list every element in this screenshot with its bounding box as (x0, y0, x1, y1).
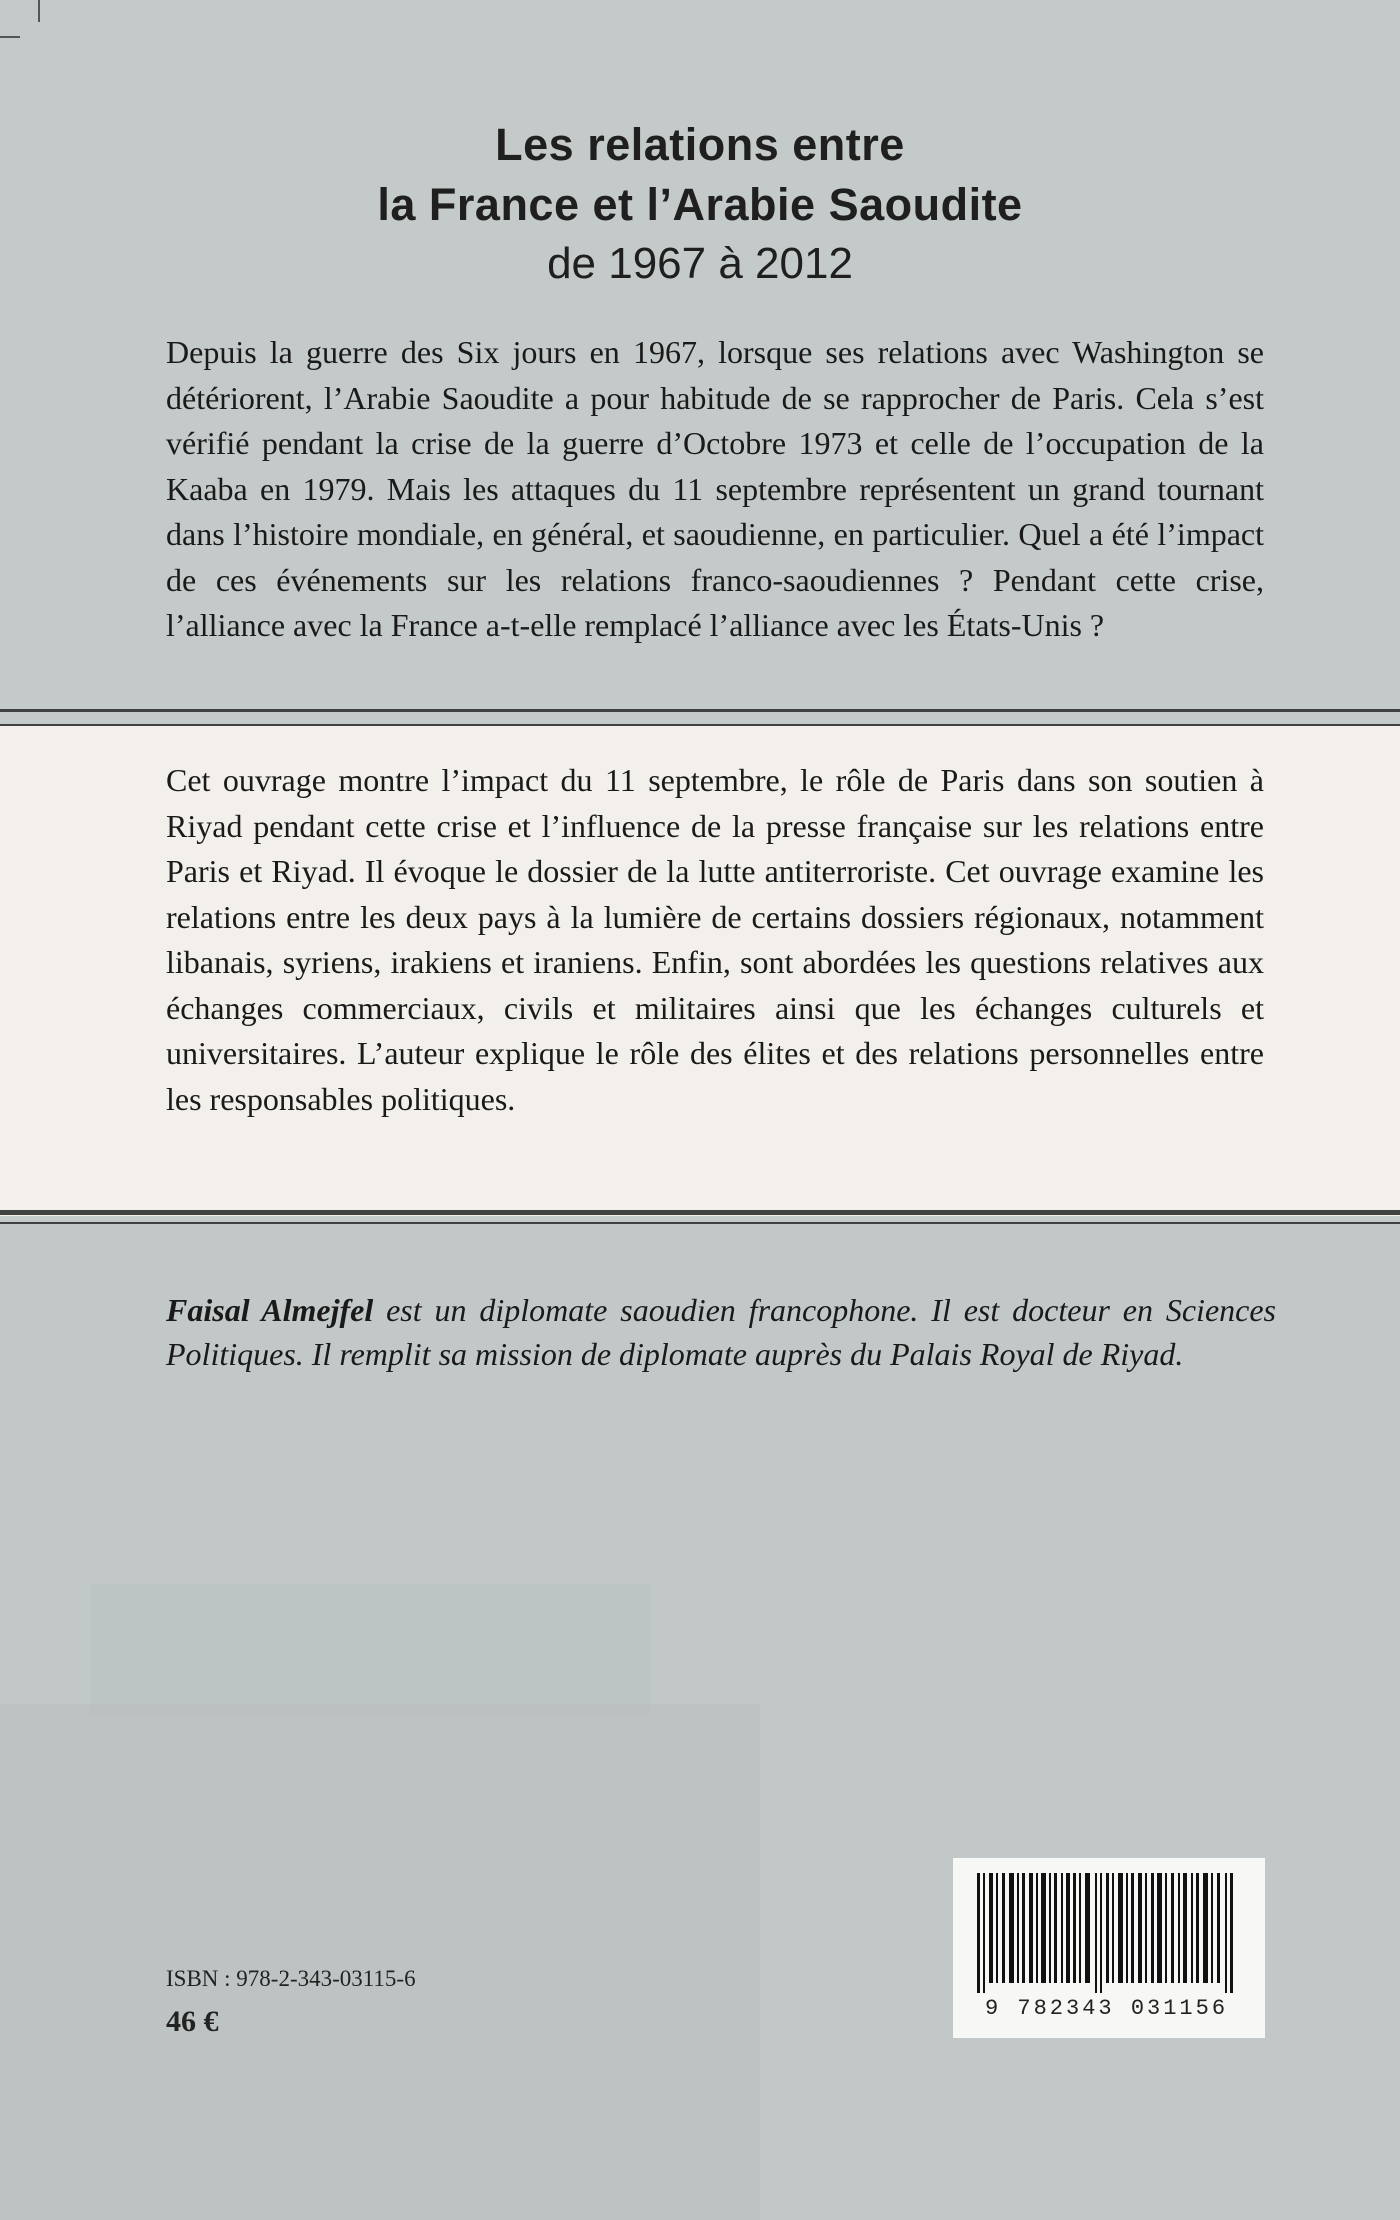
title-line-2: la France et l’Arabie Saoudite (377, 179, 1023, 230)
crop-mark-top-left (38, 0, 40, 22)
crop-mark-left-top (0, 36, 20, 38)
divider-top-1 (0, 709, 1400, 712)
barcode-digits: 9 782343 031156 (985, 1996, 1229, 2021)
isbn: ISBN : 978-2-343-03115-6 (166, 1966, 416, 1991)
price: 46 € (166, 2005, 219, 2038)
title-line-1: Les relations entre (495, 119, 905, 170)
book-title (0, 115, 1400, 293)
title-dates: de 1967 à 2012 (547, 239, 853, 288)
faded-roof-shape (90, 1584, 650, 1714)
author-description: est un diplomate saoudien francophone. Il est docteur en Sciences Politiques. Il remplit sa mission de diplomate auprès du Palais Royal de Riyad. (166, 1292, 1277, 1372)
divider-bottom-1 (0, 1210, 1400, 1215)
barcode-icon (955, 1873, 1263, 1993)
author-name: Faisal Almejfel (166, 1292, 374, 1328)
author-bio (166, 1288, 1276, 1376)
summary-paragraph-1: Depuis la guerre des Six jours en 1967, lorsque ses relations avec Washington se détériorent, l’Arabie Saoudite a pour habitude de se rapprocher de Paris. Cela s’est vérifié pendant la crise de la guerre d’Octobre 1973 et celle de l’occupation de la Kaaba en 1979. Mais les attaques du 11 septembre représentent un grand tournant dans l’histoire mondiale, en général, et saoudienne, en particulier. Quel a été l’impact de ces événements sur les relations franco-saoudiennes ? Pendant cette crise, l’alliance avec la France a-t-elle remplacé l’alliance avec les États-Unis ? (166, 334, 1264, 643)
faded-building-shape (0, 1704, 760, 2220)
summary-paragraph-2: Cet ouvrage montre l’impact du 11 septembre, le rôle de Paris dans son soutien à Riyad pendant cette crise et l’influence de la presse française sur les relations entre Paris et Riyad. Il évoque le dossier de la lutte antiterroriste. Cet ouvrage examine les relations entre les deux pays à la lumière de certains dossiers régionaux, notamment libanais, syriens, irakiens et iraniens. Enfin, sont abordées les questions relatives aux échanges commerciaux, civils et militaires ainsi que les échanges culturels et universitaires. L’auteur explique le rôle des élites et des relations personnelles entre les responsables politiques. (166, 762, 1264, 1117)
